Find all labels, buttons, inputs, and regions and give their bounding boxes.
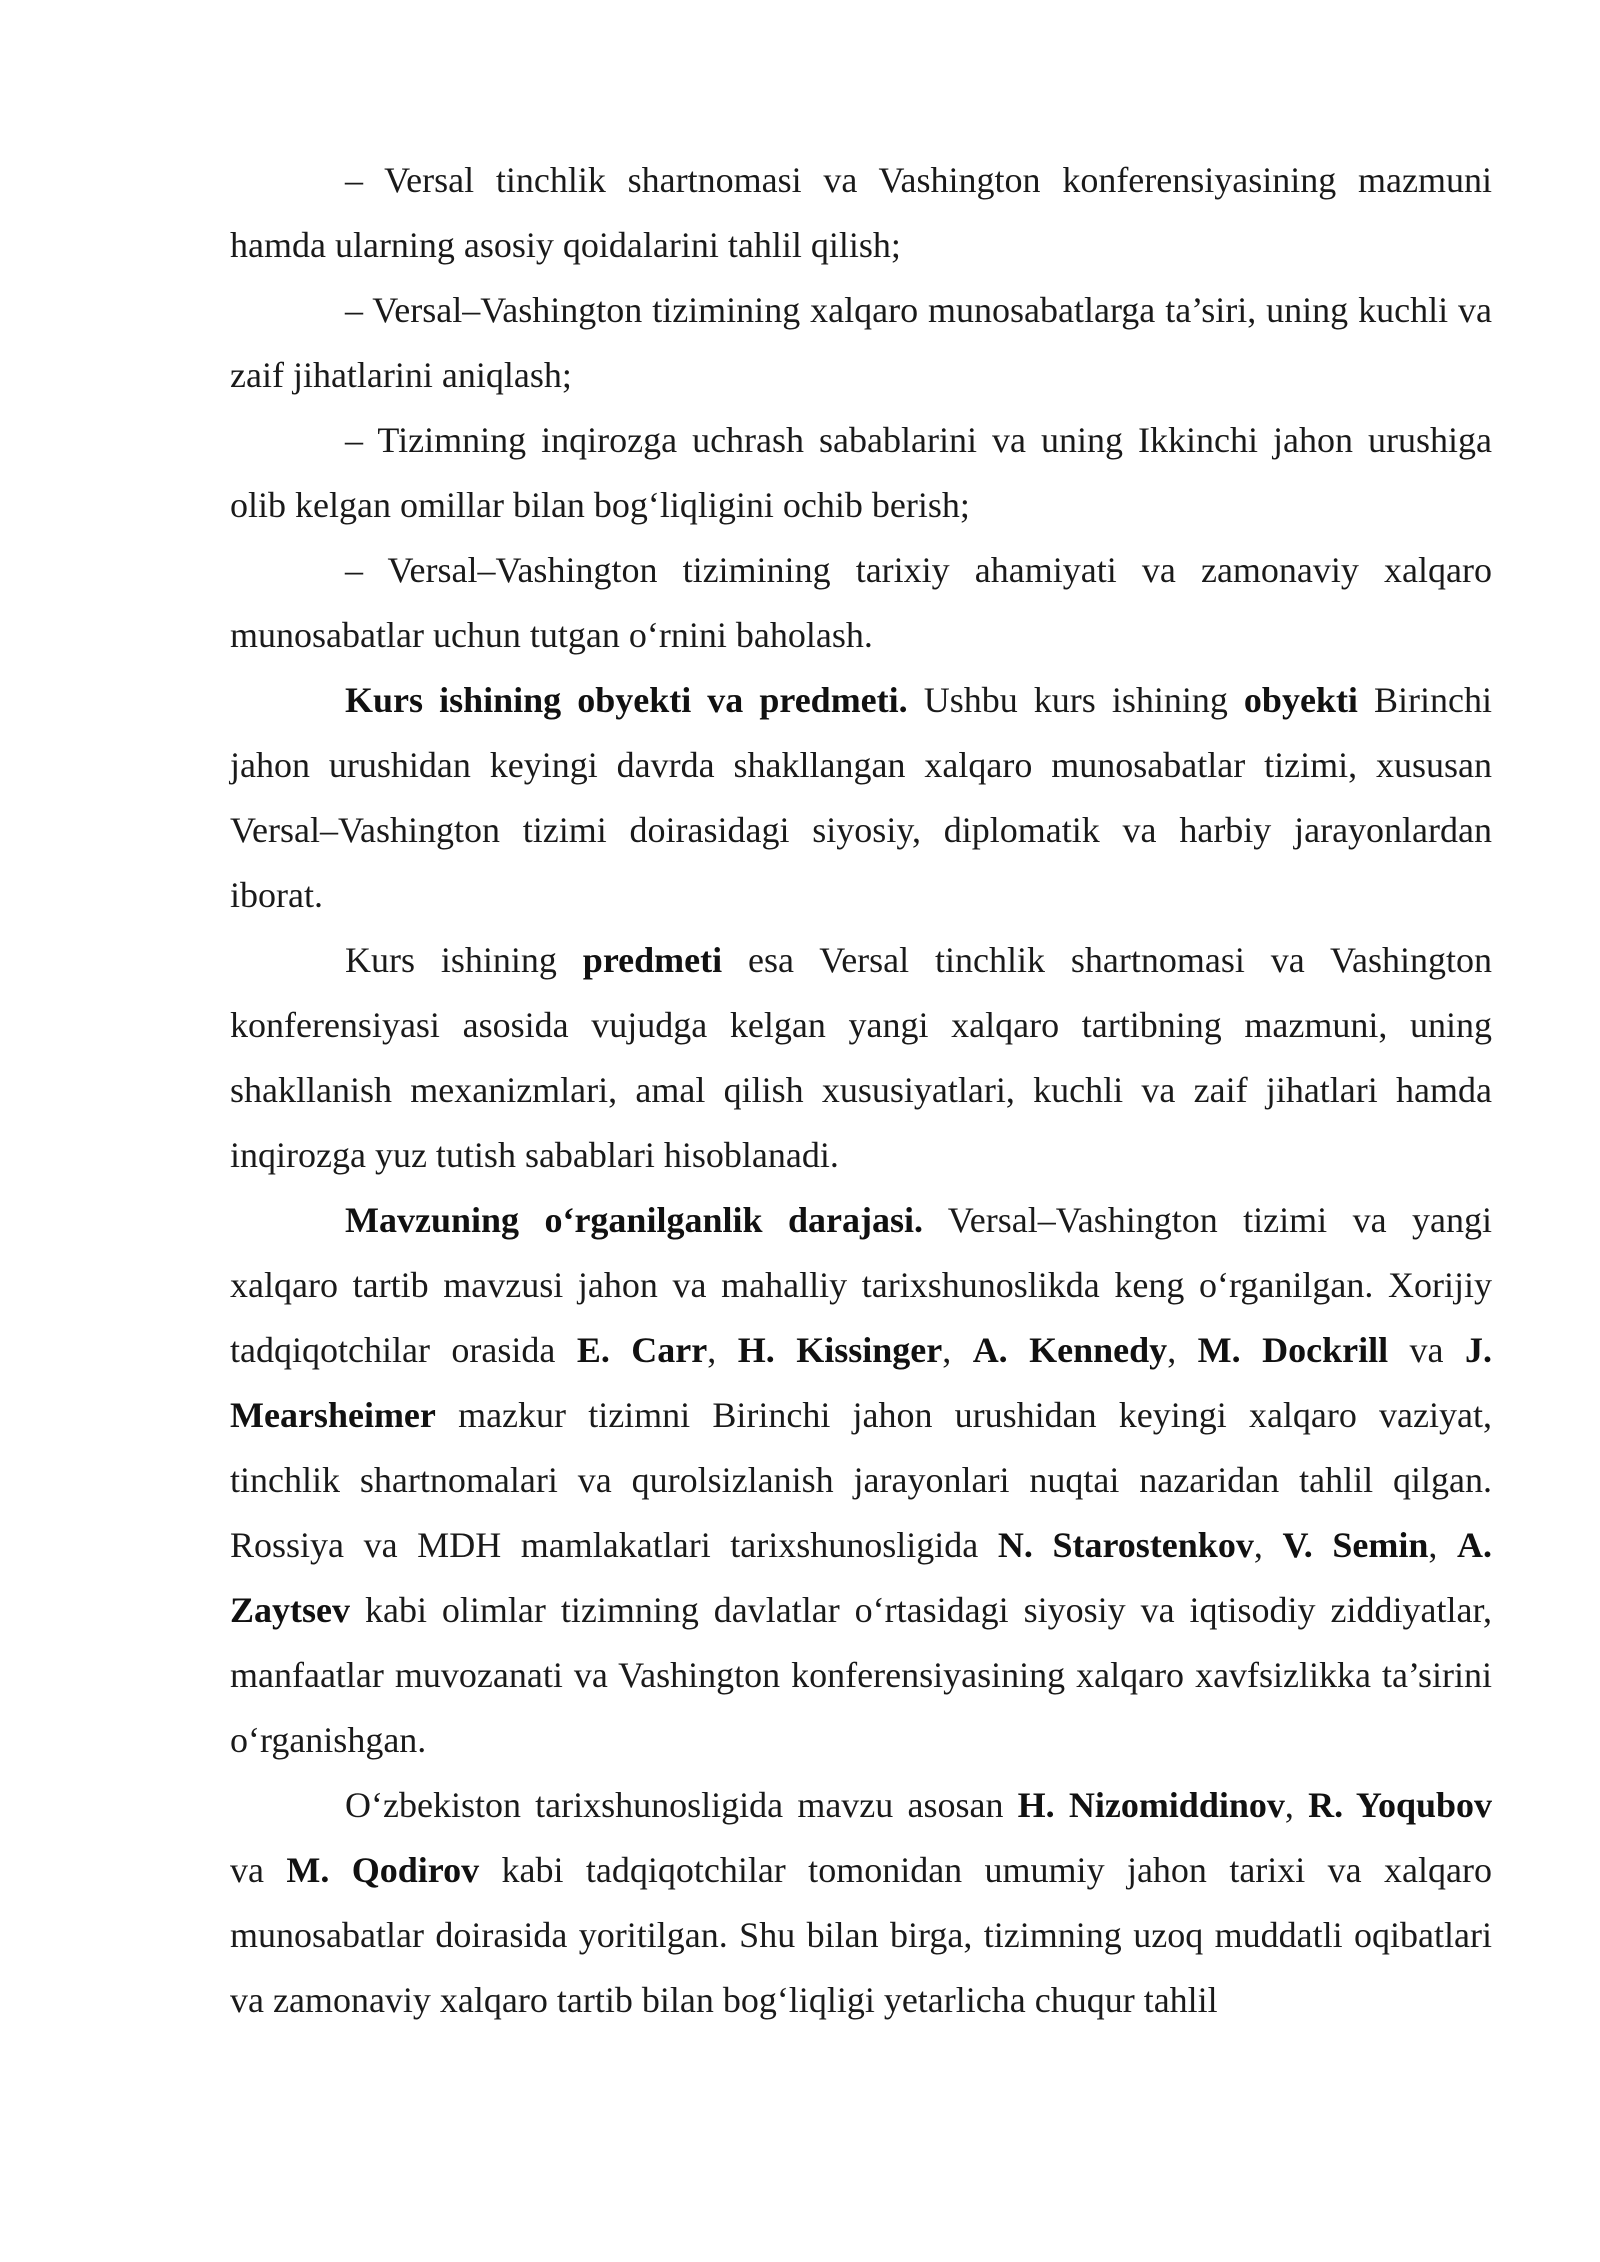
text-run: Ushbu kurs ishining — [907, 680, 1244, 720]
bold-text-run: E. Carr — [576, 1330, 708, 1370]
bold-text-run: A. Zaytsev — [230, 1525, 1493, 1630]
bold-text-run: predmeti — [582, 940, 723, 980]
text-run: Kurs ishining — [345, 940, 583, 980]
task-item-2 — [230, 278, 1492, 408]
text-run: , — [1167, 1330, 1198, 1370]
text-run: , — [1253, 1525, 1283, 1565]
text-run: va — [230, 1850, 287, 1890]
literature-review-paragraph — [230, 1188, 1492, 1773]
text-run: Versal–Vashington tizimi va yangi xalqaro tartib mavzusi jahon va mahalliy tarixshunoslikda keng o‘rganilgan. Xorijiy tadqiqotchilar orasida — [230, 1200, 1492, 1370]
bold-text-run: V. Semin — [1282, 1525, 1429, 1565]
bold-text-run: H. Nizomiddinov — [1017, 1785, 1285, 1825]
bold-text-run: R. Yoqubov — [1308, 1785, 1493, 1825]
text-run: kabi olimlar tizimning davlatlar o‘rtasidagi siyosiy va iqtisodiy ziddiyatlar, manfaatlar muvozanati va Vashington konferensiyasining xalqaro xavfsizlikka ta’sirini o‘rganishgan. — [230, 1590, 1492, 1760]
bold-text-run: obyekti — [1243, 680, 1358, 720]
text-run: – Versal–Vashington tizimining tarixiy ahamiyati va zamonaviy xalqaro munosabatlar uchun tutgan o‘rnini baholash. — [230, 550, 1492, 655]
text-run: – Tizimning inqirozga uchrash sabablarini va uning Ikkinchi jahon urushiga olib kelgan omillar bilan bog‘liqligini ochib berish; — [230, 420, 1492, 525]
document-page — [230, 148, 1492, 2033]
bold-text-run: A. Kennedy — [972, 1330, 1168, 1370]
text-run: Birinchi jahon urushidan keyingi davrda shakllangan xalqaro munosabatlar tizimi, xususan Versal–Vashington tizimi doirasidagi siyosiy, diplomatik va harbiy jarayonlardan iborat. — [230, 680, 1492, 915]
text-run: , — [707, 1330, 738, 1370]
bold-text-run: N. Starostenkov — [997, 1525, 1254, 1565]
text-run: kabi tadqiqotchilar tomonidan umumiy jahon tarixi va xalqaro munosabatlar doirasida yoritilgan. Shu bilan birga, tizimning uzoq muddatli oqibatlari va zamonaviy xalqaro tartib bilan bog‘liqligi yetarlicha chuqur tahlil — [230, 1850, 1492, 2020]
task-item-4 — [230, 538, 1492, 668]
bold-text-run: H. Kissinger — [737, 1330, 943, 1370]
uzbek-historiography-paragraph — [230, 1773, 1492, 2033]
text-run: – Versal tinchlik shartnomasi va Vashington konferensiyasining mazmuni hamda ularning asosiy qoidalarini tahlil qilish; — [230, 160, 1492, 265]
text-run: , — [1284, 1785, 1309, 1825]
object-subject-paragraph — [230, 668, 1492, 928]
text-run: va — [1388, 1330, 1466, 1370]
bold-text-run: M. Qodirov — [286, 1850, 480, 1890]
text-run: , — [942, 1330, 973, 1370]
task-item-3 — [230, 408, 1492, 538]
text-run: , — [1428, 1525, 1458, 1565]
text-run: O‘zbekiston tarixshunosligida mavzu asosan — [345, 1785, 1018, 1825]
subject-paragraph — [230, 928, 1492, 1188]
task-item-1 — [230, 148, 1492, 278]
bold-text-run: Mavzuning o‘rganilganlik darajasi. — [345, 1200, 923, 1240]
bold-text-run: Kurs ishining obyekti va predmeti. — [345, 680, 908, 720]
bold-text-run: M. Dockrill — [1197, 1330, 1389, 1370]
text-run: esa Versal tinchlik shartnomasi va Vashington konferensiyasi asosida vujudga kelgan yangi xalqaro tartibning mazmuni, uning shakllanish mexanizmlari, amal qilish xususiyatlari, kuchli va zaif jihatlari hamda inqirozga yuz tutish sabablari hisoblanadi. — [230, 940, 1492, 1175]
bold-text-run: J. Mearsheimer — [230, 1330, 1493, 1435]
text-run: – Versal–Vashington tizimining xalqaro munosabatlarga ta’siri, uning kuchli va zaif jihatlarini aniqlash; — [230, 290, 1492, 395]
text-run: mazkur tizimni Birinchi jahon urushidan keyingi xalqaro vaziyat, tinchlik shartnomalari va qurolsizlanish jarayonlari nuqtai nazaridan tahlil qilgan. Rossiya va MDH mamlakatlari tarixshunosligida — [230, 1395, 1492, 1565]
